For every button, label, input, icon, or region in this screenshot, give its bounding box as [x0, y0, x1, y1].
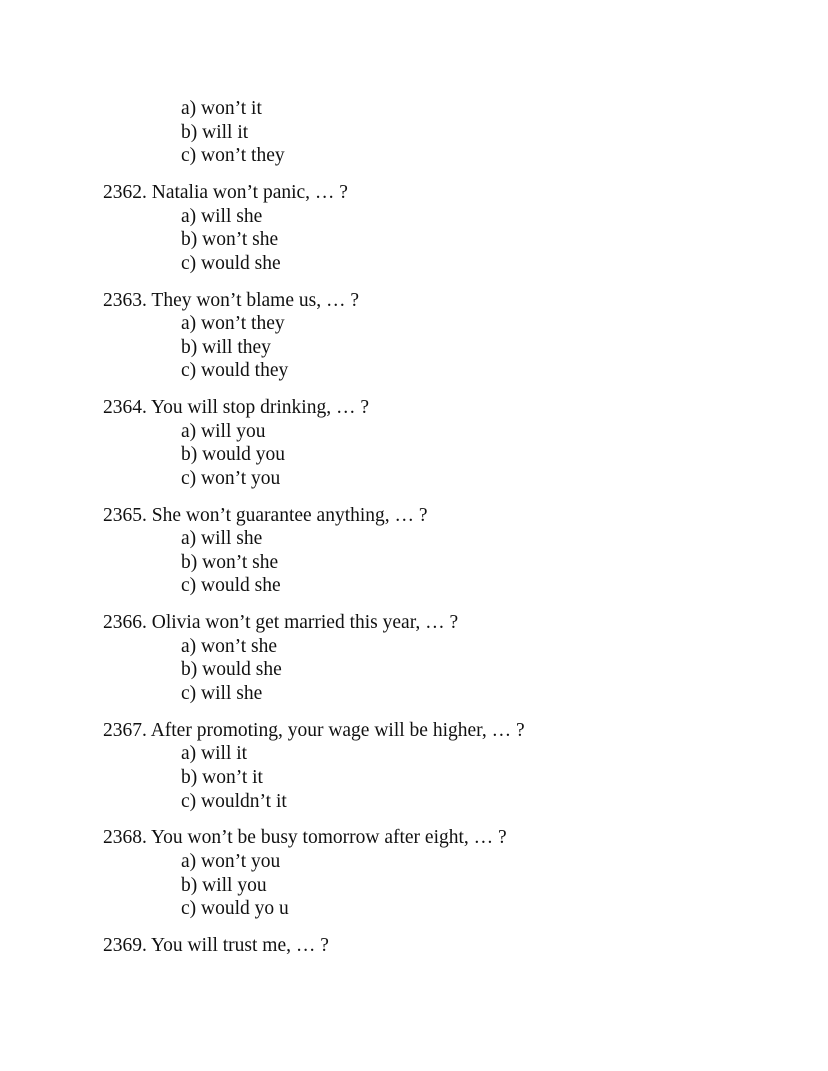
question-stem	[0, 289, 828, 313]
question-number: 2363.	[103, 289, 147, 311]
option-c	[0, 359, 828, 383]
option-text: will you	[201, 420, 266, 442]
option-label: c)	[181, 145, 197, 167]
option-b	[0, 551, 828, 575]
option-label: a)	[181, 850, 197, 872]
question-text: Olivia won’t get married this year, … ?	[151, 612, 459, 634]
option-c	[0, 897, 828, 921]
option-b	[0, 336, 828, 360]
question-2365	[0, 504, 828, 598]
question-2366	[0, 611, 828, 705]
option-text: will she	[201, 683, 263, 704]
option-text: will you	[202, 874, 267, 896]
option-label: b)	[181, 444, 198, 466]
question-2369	[0, 934, 828, 958]
option-label: a)	[181, 205, 197, 227]
question-number: 2369.	[103, 934, 147, 956]
option-text: would she	[202, 659, 282, 681]
option-a	[0, 312, 828, 336]
option-c	[0, 574, 828, 598]
option-label: b)	[181, 766, 198, 788]
option-text: will it	[201, 743, 248, 765]
option-label: c)	[181, 683, 197, 704]
question-stem	[0, 826, 828, 850]
option-text: would they	[201, 360, 289, 382]
option-label: a)	[181, 420, 197, 442]
option-b	[0, 228, 828, 252]
question-stem	[0, 934, 828, 958]
question-text: You will trust me, … ?	[151, 934, 329, 956]
question-2361-options-continued	[0, 97, 828, 168]
option-text: would yo u	[201, 898, 289, 920]
option-text: won’t she	[202, 229, 279, 251]
option-b	[0, 658, 828, 682]
option-b	[0, 874, 828, 898]
question-stem	[0, 611, 828, 635]
option-label: c)	[181, 575, 197, 597]
option-c	[0, 144, 828, 168]
question-text: They won’t blame us, … ?	[151, 289, 360, 311]
option-text: won’t it	[202, 766, 263, 788]
question-stem	[0, 719, 828, 743]
option-text: would you	[202, 444, 285, 466]
option-c	[0, 467, 828, 491]
option-label: c)	[181, 360, 197, 382]
document-page	[0, 97, 828, 971]
option-a	[0, 205, 828, 229]
question-2367	[0, 719, 828, 813]
option-label: c)	[181, 790, 197, 812]
option-b	[0, 121, 828, 145]
option-text: will she	[201, 528, 263, 550]
option-label: b)	[181, 336, 198, 358]
option-text: won’t she	[202, 551, 279, 573]
option-a	[0, 97, 828, 121]
question-number: 2368.	[103, 827, 147, 849]
question-2368	[0, 826, 828, 920]
option-text: will it	[202, 121, 249, 143]
option-label: a)	[181, 98, 197, 119]
option-a	[0, 850, 828, 874]
question-text: You won’t be busy tomorrow after eight, … ?	[151, 827, 507, 849]
question-text: She won’t guarantee anything, … ?	[151, 504, 428, 526]
option-b	[0, 766, 828, 790]
option-label: b)	[181, 659, 198, 681]
question-stem	[0, 504, 828, 528]
option-text: wouldn’t it	[201, 790, 287, 812]
option-text: would she	[201, 575, 281, 597]
question-stem	[0, 181, 828, 205]
option-text: won’t they	[201, 145, 285, 167]
question-2364	[0, 396, 828, 490]
option-label: a)	[181, 743, 197, 765]
option-c	[0, 790, 828, 814]
option-text: would she	[201, 252, 281, 274]
option-a	[0, 420, 828, 444]
option-a	[0, 635, 828, 659]
option-b	[0, 443, 828, 467]
option-c	[0, 682, 828, 706]
question-text: Natalia won’t panic, … ?	[151, 181, 348, 203]
option-a	[0, 527, 828, 551]
option-label: b)	[181, 874, 198, 896]
option-label: a)	[181, 635, 197, 657]
question-2362	[0, 181, 828, 275]
option-label: a)	[181, 528, 197, 550]
option-text: will she	[201, 205, 263, 227]
option-label: c)	[181, 467, 197, 489]
option-text: won’t she	[201, 635, 278, 657]
question-text: After promoting, your wage will be higher, … ?	[150, 719, 525, 741]
option-text: won’t they	[201, 313, 285, 335]
question-number: 2362.	[103, 181, 147, 203]
option-label: c)	[181, 252, 197, 274]
question-number: 2367.	[103, 719, 147, 741]
option-label: c)	[181, 898, 197, 920]
option-c	[0, 252, 828, 276]
question-2363	[0, 289, 828, 383]
option-label: b)	[181, 121, 198, 143]
question-number: 2366.	[103, 612, 147, 634]
option-a	[0, 742, 828, 766]
option-label: a)	[181, 313, 197, 335]
option-text: will they	[202, 336, 271, 358]
option-label: b)	[181, 551, 198, 573]
option-text: won’t you	[201, 467, 281, 489]
option-text: won’t it	[201, 98, 262, 119]
question-stem	[0, 396, 828, 420]
option-label: b)	[181, 229, 198, 251]
option-text: won’t you	[201, 850, 281, 872]
question-number: 2364.	[103, 397, 147, 419]
question-number: 2365.	[103, 504, 147, 526]
question-text: You will stop drinking, … ?	[151, 397, 369, 419]
